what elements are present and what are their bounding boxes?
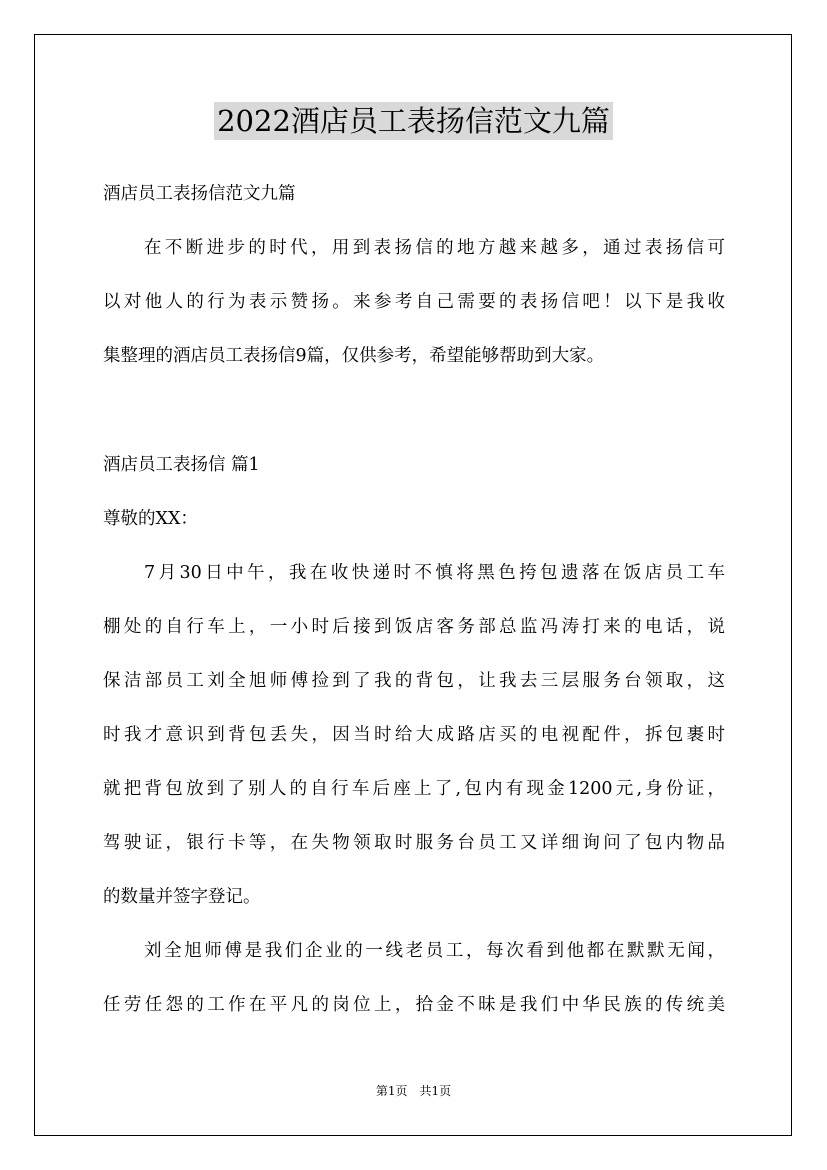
para2-line-2: 任劳任怨的工作在平凡的岗位上，拾金不昧是我们中华民族的传统美 xyxy=(103,995,725,1015)
page-footer: 第1页 共1页 xyxy=(375,1084,452,1098)
document-subtitle: 酒店员工表扬信范文九篇 xyxy=(103,184,296,204)
title-container xyxy=(0,102,827,140)
salutation: 尊敬的XX： xyxy=(103,509,198,529)
para2-line-1: 刘全旭师傅是我们企业的一线老员工，每次看到他都在默默无闻， xyxy=(144,941,725,961)
intro-line-1: 在不断进步的时代，用到表扬信的地方越来越多，通过表扬信可 xyxy=(144,238,725,258)
intro-line-3: 集整理的酒店员工表扬信9篇，仅供参考，希望能够帮助到大家。 xyxy=(103,346,605,366)
intro-line-2: 以对他人的行为表示赞扬。来参考自己需要的表扬信吧！以下是我收 xyxy=(103,292,725,312)
para1-line-1: 7月30日中午，我在收快递时不慎将黑色挎包遗落在饭店员工车 xyxy=(144,563,725,583)
para1-line-3: 保洁部员工刘全旭师傅捡到了我的背包，让我去三层服务台领取，这 xyxy=(103,671,725,691)
section-heading: 酒店员工表扬信 篇1 xyxy=(103,455,260,475)
para1-line-2: 棚处的自行车上，一小时后接到饭店客务部总监冯涛打来的电话，说 xyxy=(103,617,725,637)
para1-line-6: 驾驶证，银行卡等，在失物领取时服务台员工又详细询问了包内物品 xyxy=(103,833,725,853)
para1-line-4: 时我才意识到背包丢失，因当时给大成路店买的电视配件，拆包裹时 xyxy=(103,725,725,745)
para1-line-5: 就把背包放到了别人的自行车后座上了,包内有现金1200元,身份证， xyxy=(103,779,725,799)
para1-line-7: 的数量并签字登记。 xyxy=(103,887,261,907)
document-title: 2022酒店员工表扬信范文九篇 xyxy=(214,102,613,140)
